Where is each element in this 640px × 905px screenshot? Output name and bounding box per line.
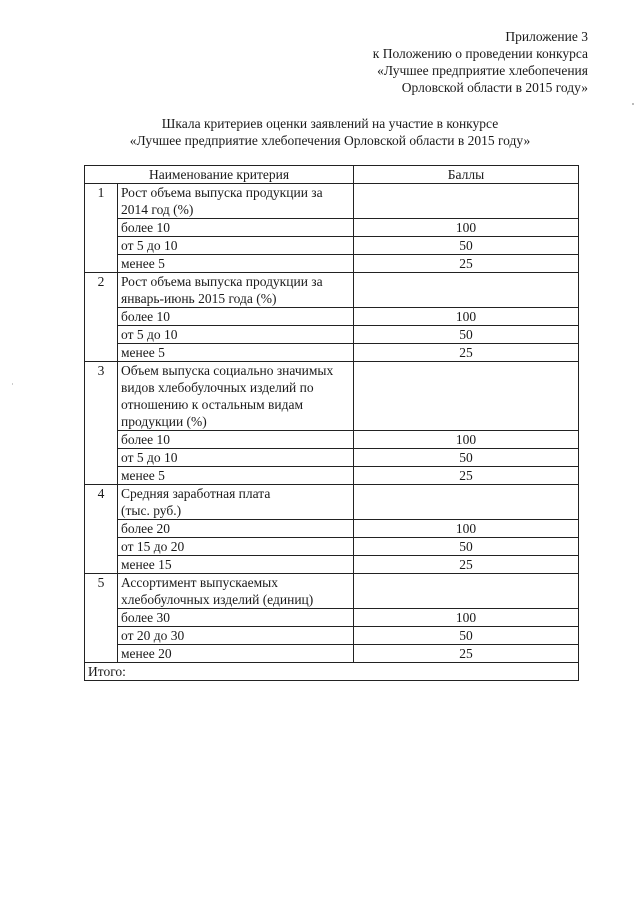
option-row	[85, 645, 579, 663]
option-score: 25	[354, 344, 579, 362]
option-label: более 30	[118, 609, 354, 627]
option-score: 50	[354, 538, 579, 556]
option-label: менее 15	[118, 556, 354, 574]
criterion-title-line: Объем выпуска социально значимых	[121, 363, 334, 378]
option-score: 25	[354, 255, 579, 273]
criterion-title-line: Ассортимент выпускаемых	[121, 575, 278, 590]
option-score: 100	[354, 609, 579, 627]
total-label: Итого:	[85, 663, 579, 681]
option-label: менее 5	[118, 344, 354, 362]
option-row	[85, 538, 579, 556]
appendix-line: «Лучшее предприятие хлебопечения	[377, 63, 588, 78]
criterion-title-line: продукции (%)	[121, 414, 207, 429]
scan-mark	[12, 383, 13, 385]
option-row	[85, 326, 579, 344]
option-label: менее 5	[118, 467, 354, 485]
criterion-title-line: январь-июнь 2015 года (%)	[121, 291, 277, 306]
option-score: 50	[354, 326, 579, 344]
option-score: 50	[354, 237, 579, 255]
criteria-table	[84, 165, 579, 681]
criterion-score-empty	[354, 362, 579, 431]
criterion-title-line: отношению к остальным видам	[121, 397, 304, 412]
scan-mark	[632, 103, 634, 105]
option-score: 25	[354, 556, 579, 574]
option-row	[85, 431, 579, 449]
criterion-title-line: Рост объема выпуска продукции за	[121, 185, 323, 200]
criterion-title-line: Рост объема выпуска продукции за	[121, 274, 323, 289]
criterion-title-line: (тыс. руб.)	[121, 503, 182, 518]
option-score: 100	[354, 431, 579, 449]
criterion-score-empty	[354, 184, 579, 219]
criterion-row	[85, 485, 579, 520]
criterion-score-empty	[354, 273, 579, 308]
criterion-number: 1	[85, 184, 118, 273]
option-score: 25	[354, 645, 579, 663]
criterion-title-line: видов хлебобулочных изделий по	[121, 380, 314, 395]
criterion-row	[85, 574, 579, 609]
option-label: менее 20	[118, 645, 354, 663]
criterion-title	[118, 362, 354, 431]
criteria-body	[85, 184, 579, 681]
appendix-line: Приложение 3	[505, 29, 588, 44]
criterion-score-empty	[354, 574, 579, 609]
option-score: 50	[354, 627, 579, 645]
option-score: 100	[354, 219, 579, 237]
option-row	[85, 609, 579, 627]
option-label: более 10	[118, 308, 354, 326]
criterion-title	[118, 273, 354, 308]
document-title	[0, 115, 640, 149]
option-row	[85, 627, 579, 645]
appendix-header	[373, 28, 588, 96]
option-label: более 10	[118, 431, 354, 449]
criterion-number: 5	[85, 574, 118, 663]
criterion-title-line: 2014 год (%)	[121, 202, 194, 217]
option-row	[85, 237, 579, 255]
appendix-line: к Положению о проведении конкурса	[372, 46, 588, 61]
criterion-title-line: хлебобулочных изделий (единиц)	[121, 592, 314, 607]
option-label: от 5 до 10	[118, 237, 354, 255]
criterion-title	[118, 485, 354, 520]
option-label: от 5 до 10	[118, 326, 354, 344]
criterion-title	[118, 574, 354, 609]
criterion-row	[85, 273, 579, 308]
criterion-title	[118, 184, 354, 219]
appendix-line: Орловской области в 2015 году»	[401, 80, 588, 95]
option-row	[85, 467, 579, 485]
option-label: от 15 до 20	[118, 538, 354, 556]
criterion-number: 4	[85, 485, 118, 574]
option-score: 100	[354, 520, 579, 538]
option-score: 100	[354, 308, 579, 326]
option-row	[85, 520, 579, 538]
option-label: более 10	[118, 219, 354, 237]
title-line-1: Шкала критериев оценки заявлений на участие в конкурсе	[161, 116, 499, 131]
criterion-number: 2	[85, 273, 118, 362]
option-row	[85, 219, 579, 237]
option-label: менее 5	[118, 255, 354, 273]
option-row	[85, 255, 579, 273]
title-line-2: «Лучшее предприятие хлебопечения Орловской области в 2015 году»	[129, 133, 531, 148]
criterion-number: 3	[85, 362, 118, 485]
option-label: от 5 до 10	[118, 449, 354, 467]
option-row	[85, 449, 579, 467]
criterion-row	[85, 184, 579, 219]
option-label: от 20 до 30	[118, 627, 354, 645]
header-criterion-name: Наименование критерия	[85, 166, 354, 184]
option-row	[85, 308, 579, 326]
total-row	[85, 663, 579, 681]
criterion-row	[85, 362, 579, 431]
option-row	[85, 344, 579, 362]
option-score: 25	[354, 467, 579, 485]
option-row	[85, 556, 579, 574]
option-label: более 20	[118, 520, 354, 538]
criterion-score-empty	[354, 485, 579, 520]
table-header-row	[85, 166, 579, 184]
option-score: 50	[354, 449, 579, 467]
criterion-title-line: Средняя заработная плата	[121, 486, 271, 501]
header-score: Баллы	[354, 166, 579, 184]
